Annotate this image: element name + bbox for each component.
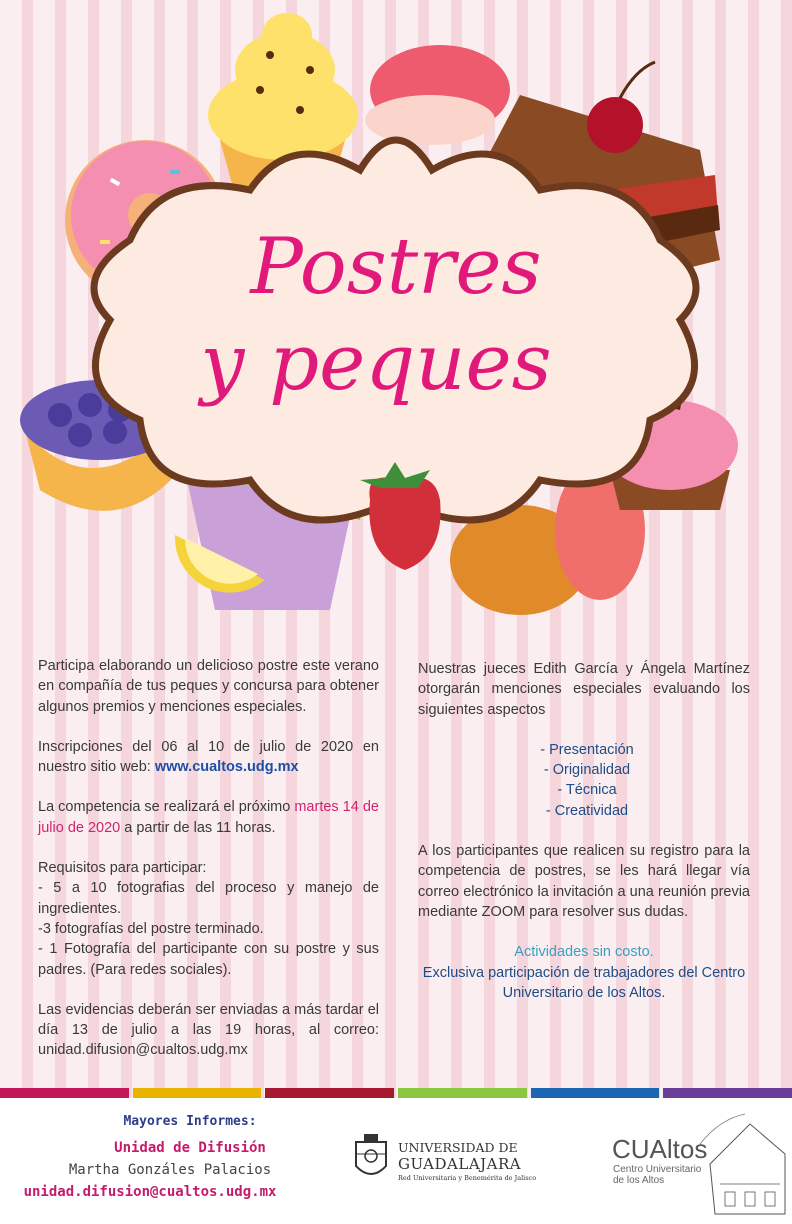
- aspecto-item: - Técnica: [557, 782, 617, 799]
- building-sketch-icon: [690, 1104, 790, 1222]
- requisitos-heading: Requisitos para participar:: [38, 860, 207, 877]
- evidencias-paragraph: Las evidencias deberán ser enviadas a más tardar el día 13 de julio a las 19 horas, al correo: unidad.difusion@cualtos.udg.mx: [38, 1001, 379, 1059]
- contact-email[interactable]: unidad.difusion@cualtos.udg.mx: [23, 1184, 277, 1200]
- requisito-item: - 1 Fotografía del participante con su postre y sus padres. (Para redes sociales).: [38, 941, 379, 978]
- udg-line2: GUADALAJARA: [398, 1155, 522, 1173]
- intro-paragraph: Participa elaborando un delicioso postre este verano en compañía de tus peques y concursa para obtener algunos premios y menciones especiales.: [38, 658, 379, 715]
- cualtos-logo-title: CUAltos: [612, 1134, 708, 1164]
- competencia-pre: La competencia se realizará el próximo: [38, 799, 295, 816]
- aspecto-item: - Presentación: [540, 741, 634, 758]
- exclusiva-text: Exclusiva participación de trabajadores del Centro Universitario de los Altos.: [422, 964, 746, 1001]
- aspectos-list: [418, 740, 750, 821]
- udg-logo-text: [398, 1140, 521, 1172]
- inscripciones-paragraph: [38, 737, 379, 778]
- contact-name: Martha Gonzáles Palacios: [68, 1162, 272, 1178]
- title-line-1: Postres: [250, 222, 542, 312]
- mayores-informes-label: Mayores Informes:: [123, 1114, 257, 1129]
- cualtos-sub-line2: de los Altos: [613, 1175, 665, 1186]
- stripe-segment: [398, 1088, 527, 1098]
- stripe-segment: [265, 1088, 394, 1098]
- right-column: [418, 659, 750, 1003]
- sin-costo-text: Actividades sin costo.: [514, 944, 654, 961]
- inscripciones-text: Inscripciones del 06 al 10 de julio de 2020 en nuestro sitio web:: [38, 738, 379, 776]
- aspecto-item: - Originalidad: [543, 762, 631, 779]
- competencia-date: martes 14 de julio de 2020: [38, 799, 379, 836]
- aspecto-item: - Creatividad: [545, 802, 629, 819]
- competencia-post: a partir de las 11 horas.: [120, 819, 276, 836]
- participantes-paragraph: A los participantes que realicen su registro para la competencia de postres, se les hará llegar vía correo electrónico la invitación a una reunión previa mediante ZOOM para resolver sus dudas.: [418, 843, 750, 920]
- jueces-paragraph: Nuestras jueces Edith García y Ángela Martínez otorgarán menciones especiales evaluando los siguientes aspectos: [418, 661, 750, 718]
- title-line-2: y peques: [200, 318, 552, 408]
- left-column: [38, 656, 379, 1061]
- udg-seal-icon: [352, 1132, 390, 1186]
- stripe-segment: [663, 1088, 792, 1098]
- stripe-segment: [531, 1088, 660, 1098]
- stripe-segment: [0, 1088, 129, 1098]
- udg-line1: UNIVERSIDAD DE: [398, 1140, 518, 1155]
- competencia-paragraph: [38, 797, 379, 838]
- requisito-item: - 5 a 10 fotografias del proceso y manejo de ingredientes.: [38, 880, 379, 917]
- website-link[interactable]: www.cualtos.udg.mx: [154, 759, 299, 776]
- requisito-item: -3 fotografías del postre terminado.: [38, 920, 264, 937]
- unidad-label: Unidad de Difusión: [114, 1140, 266, 1156]
- footer: [0, 1098, 792, 1224]
- udg-subtitle: Red Universitaria y Benemérita de Jalisco: [398, 1174, 537, 1182]
- macaron-icon: [365, 45, 510, 145]
- cualtos-sub-line1: Centro Universitario: [613, 1164, 702, 1175]
- stripe-segment: [133, 1088, 262, 1098]
- color-stripe-bar: [0, 1088, 792, 1098]
